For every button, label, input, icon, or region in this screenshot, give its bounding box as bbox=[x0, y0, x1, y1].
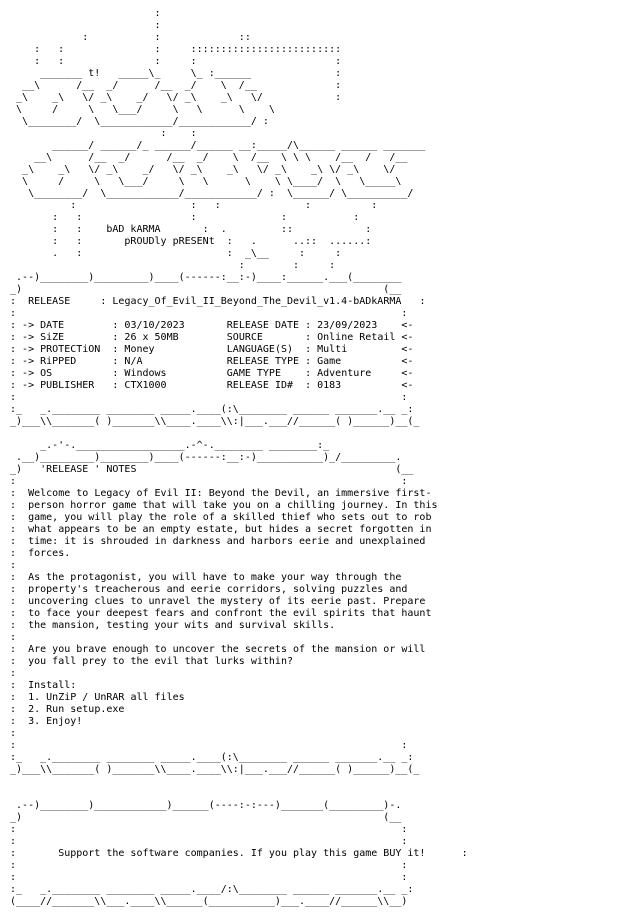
notes-line: 3. Enjoy! bbox=[28, 716, 83, 727]
info-label-2: LANGUAGE(S) bbox=[226, 344, 306, 355]
info-value: CTX1000 bbox=[124, 380, 227, 391]
info-label-2: RELEASE TYPE bbox=[226, 356, 306, 367]
info-label: RiPPED bbox=[40, 356, 113, 367]
notes-line: Install: bbox=[28, 680, 77, 691]
notes-heading-b: NOTES bbox=[106, 464, 137, 475]
info-value-2: Online Retail bbox=[317, 332, 396, 343]
info-label-2: SOURCE bbox=[226, 332, 306, 343]
info-value: 26 x 50MB bbox=[124, 332, 227, 343]
footer-message: Support the software companies. If you play this game BUY it! bbox=[58, 848, 426, 859]
info-label: SiZE bbox=[40, 332, 113, 343]
info-value-2: Game bbox=[317, 356, 396, 367]
notes-line: game, you will play the role of a skilled thief who sets out to rob bbox=[28, 512, 432, 523]
info-value-2: 0183 bbox=[317, 380, 396, 391]
info-value: 03/10/2023 bbox=[124, 320, 227, 331]
release-name: Legacy_Of_Evil_II_Beyond_The_Devil_v1.4-bADkARMA bbox=[112, 296, 402, 307]
notes-line: Are you brave enough to uncover the secrets of the mansion or will bbox=[28, 644, 426, 655]
notes-line: Welcome to Legacy of Evil II: Beyond the Devil, an immersive first- bbox=[28, 488, 432, 499]
info-label: DATE bbox=[40, 320, 113, 331]
notes-line: 1. UnZiP / UnRAR all files bbox=[28, 692, 185, 703]
ascii-logo: : : : : :: : : : ::::::::::::::::::::::::: : : : : : _______ t! _____\_ \_ :______ : __\ /__ _/ /__ _/ \ /__ : _\ _\ \/ _\ _/ \/ _\ _\ \/ : \ / \ \___/ \ \ \ \ \________/ \____________/____________/ : : : ______/ ______/_ ______/______ __:_____/\______ ______ _______ __\ /__ _/ /__ _/ \ /__ \ \ \ /__ / /__ _\ _\ \/ _\ _/ \/ _\ _\ \/ _\ _\ \/ _\ \/ \ / \ \___/ \ \ \ \ \____/ \ \_____\ \________/ \____________/____________/ : \______/ \__________/ : : : : : : : : : : bbox=[16, 8, 426, 223]
notes-line: As the protagonist, you will have to make your way through the bbox=[28, 572, 402, 583]
info-value-2: Multi bbox=[317, 344, 396, 355]
ascii-tail: . : : _\__ : : bbox=[4, 248, 342, 259]
info-value: N/A bbox=[124, 356, 227, 367]
notes-heading-a: 'RELEASE ' bbox=[40, 464, 101, 475]
notes-line: you fall prey to the evil that lurks within? bbox=[28, 656, 293, 667]
notes-line: forces. bbox=[28, 548, 71, 559]
info-label-2: RELEASE ID# bbox=[226, 380, 306, 391]
notes-line: property's treacherous and eerie corridors, solving puzzles and bbox=[28, 584, 408, 595]
notes-line: 2. Run setup.exe bbox=[28, 704, 125, 715]
notes-line: the mansion, testing your wits and survival skills. bbox=[28, 620, 336, 631]
info-label-2: GAME TYPE bbox=[226, 368, 306, 379]
ascii-tail-2: : : : bbox=[4, 260, 336, 271]
info-value: Money bbox=[124, 344, 227, 355]
info-value-2: Adventure bbox=[317, 368, 396, 379]
info-label: OS bbox=[40, 368, 113, 379]
info-label: PROTECTiON bbox=[40, 344, 113, 355]
info-value-2: 23/09/2023 bbox=[317, 320, 396, 331]
info-label: PUBLISHER bbox=[40, 380, 113, 391]
nfo-document: : : : : :: : : : ::::::::::::::::::::::::: : : : : : _______ t! _____\_ \_ :______ : __\ /__ _/ /__ _/ \ /__ : _\ _\ \/ _\ _/ \/ _\ _\ \/ : \ / \ \___/ \ \ \ \ \________/ \____________/____________/ : : : ______/ ______/_ ______/______ __:_____/\______ ______ _______ __\ /__ _/ /__ _/ \ /__ \ \ \ /__ / /__ _\ _\ \/ _\ _/ \/ _\ _\ \/ _\ _\ \/ _\ \/ \ / \ \___/ \ \ \ \ \____/ \ \_____\ \________/ \____________/____________/ : \______/ \__________/ : : : : : : : : : : : : bAD kARMA : . :: : : : pROUDly pRESENt : . ..:: ......: . : : _\__ : : : : : .--)________)_________)____(------:__:-)____:______.___(________ _) (__ : RELEASE : Legacy_Of_Evil_II_Beyond_The_Devil_v1.4-bADkARMA : : : : -> DATE : 03/10/2023 RELEASE DATE : 23/09/2023 <- : -> SiZE : 26 x 50MB SOURCE : Online Retail <- : -> PROTECTiON : Money LANGUAGE(S) : Multi <- : -> RiPPED : N/A RELEASE TYPE : Game <- : -> OS : Windows GAME TYPE : Adventure <- : -> PUBLISHER : CTX1000 RELEASE ID# : 0183 <- : : :_ _.________ ________ _____.____(:\________ ______ _______.__ _: _)___\\_______( )_______\\____.____\\:|___.___//______( )______)__(_ _.-'-.__________________.-^-.________ ________:_ .__)_________)________)____(------:__:-)___________)_/_________. _) 'RELEASE ' NOTES (__ : : : Welcome to Legacy of Evil II: Beyond the Devil, an immersive first- : person horror game that will take you on a chilling journey. In this : game, you will play the role of a skilled thief who sets out to rob : what appears to be an empty estate, but hides a secret forgotten in : time: it is shrouded in darkness and harbors eerie and unexplained : forces. : : As the protagonist, you will have to make your way through the : property's treacherous and eerie corridors, solving puzzles and : uncovering clues to unravel the mystery of its eerie past. Prepare : to face your deepest fears and confront the evil spirits that haunt : the mansion, testing your wits and survival skills. : : Are you brave enough to uncover the secrets of the mansion or will : you fall prey to the evil that lurks within? : : Install: : 1. UnZiP / UnRAR all files : 2. Run setup.exe : 3. Enjoy! : : : :_ _.________ ________ _____.____(:\________ ______ _______.__ _: _)___\\_______( )_______\\____.____\\:|___.___//______( )______)__(_ .--)________)____________)______(----:-:---)_______(_________)-. _) (__ : : : : : Support the software companies. If you play this game BUY it! : : : : : :_ _.________ ________ _____.____/:\________ ______ _______.__ _: (____//_______\\___.____\\______(___________)___.____//______\\__) bbox=[0, 0, 492, 908]
notes-line: time: it is shrouded in darkness and harbors eerie and unexplained bbox=[28, 536, 426, 547]
notes-line: person horror game that will take you on a chilling journey. In this bbox=[28, 500, 438, 511]
release-label: RELEASE bbox=[28, 296, 71, 307]
info-value: Windows bbox=[124, 368, 227, 379]
group-name-line: : : bAD kARMA : . :: : bbox=[4, 224, 372, 235]
notes-line: uncovering clues to unravel the mystery of its eerie past. Prepare bbox=[28, 596, 426, 607]
notes-line: to face your deepest fears and confront the evil spirits that haunt bbox=[28, 608, 432, 619]
info-label-2: RELEASE DATE bbox=[226, 320, 306, 331]
notes-line: what appears to be an empty estate, but hides a secret forgotten in bbox=[28, 524, 432, 535]
present-line: : : pROUDly pRESENt : . ..:: ......: bbox=[4, 236, 372, 247]
